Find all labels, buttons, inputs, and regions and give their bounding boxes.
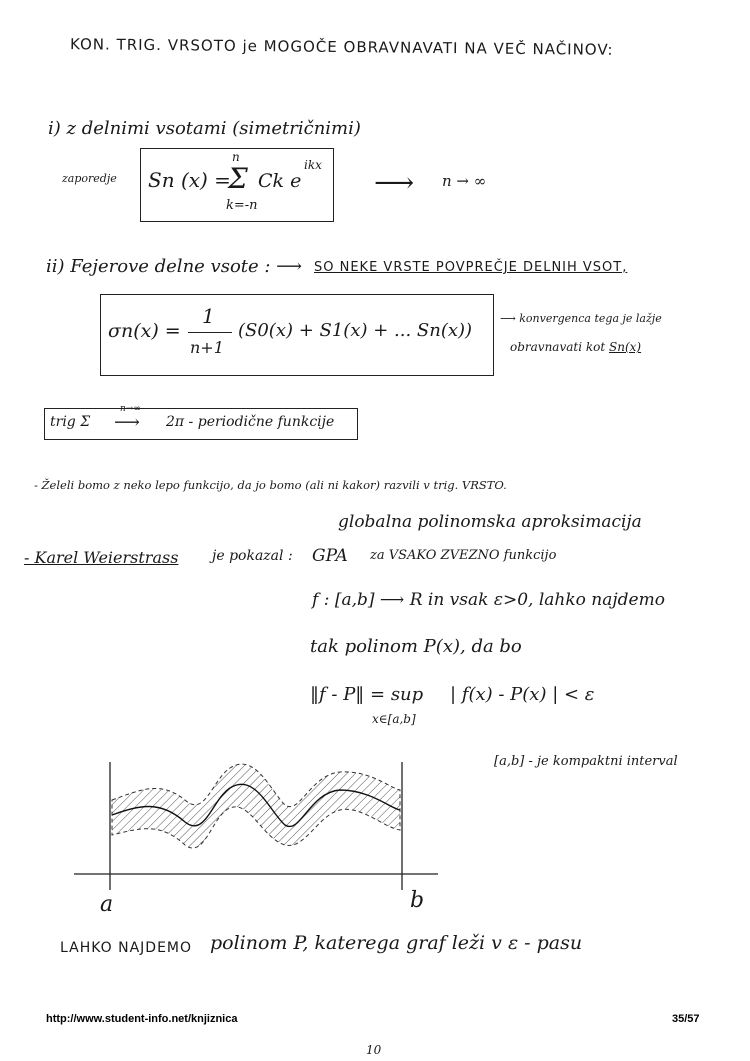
footer-url[interactable]: http://www.student-info.net/knjiznica [46,1013,238,1025]
fejer-frac-den: n+1 [190,338,224,357]
item-i-side-note: zaporedje [62,172,117,185]
limit-label: n → ∞ [442,172,487,190]
fejer-note-text: obravnavati kot [510,340,606,354]
interval-note: [a,b] - je kompaktni interval [494,754,678,769]
trig-arrow-label: n→∞ [120,404,141,414]
norm-sub: x∈[a,b] [372,712,416,726]
graph-label-b: b [410,888,425,913]
graph-label-a: a [100,892,114,917]
fejer-note-line1: ⟶ konvergenca tega je lažje [500,312,662,325]
fejer-lhs: σn(x) = [108,320,181,342]
conclusion-caps: LAHKO NAJDEMO [60,940,193,956]
formula-sum-top: n [232,150,240,164]
conclusion-rest: polinom P, katerega graf leži v ε - pasu [210,932,583,954]
formula-sum-bottom: k=-n [226,198,258,213]
fejer-frac-num: 1 [202,304,215,328]
trig-arrow: ⟶ [114,412,140,433]
item-i-label: i) z delnimi vsotami (simetričnimi) [48,118,361,139]
fejer-rhs: (S0(x) + S1(x) + ... Sn(x)) [238,320,473,341]
weierstrass-line1: za VSAKO ZVEZNO funkcijo [370,548,557,563]
desire-line: - Želeli bomo z neko lepo funkcijo, da jo bomo (ali ni kakor) razvili v trig. VRSTO. [34,478,507,492]
weierstrass-line3: tak polinom P(x), da bo [310,636,522,657]
norm-rhs: | f(x) - P(x) | < ε [450,684,595,705]
trig-periodic-label: 2π - periodične funkcije [166,414,335,430]
formula-sn-lhs: Sn (x) = [148,168,231,192]
gpa-abbr: GPA [312,546,348,566]
footer-bottom-number: 10 [366,1043,382,1057]
trig-sum-label: trig Σ [50,414,91,430]
formula-exponent: ikx [304,158,322,172]
footer-page-number: 35/57 [672,1013,700,1025]
item-ii-label: ii) Fejerove delne vsote : ⟶ [46,256,302,277]
epsilon-band [112,764,400,848]
fejer-note-sn: Sn(x) [609,340,642,354]
weierstrass-line2: f : [a,b] ⟶ R in vsak ε>0, lahko najdemo [312,590,665,610]
weierstrass-proved: je pokazal : [212,548,293,564]
formula-sum-symbol: Σ [228,162,248,195]
weierstrass-name: - Karel Weierstrass [24,548,179,567]
page-heading: KON. TRIG. VRSOTO je MOGOČE OBRAVNAVATI NA VEČ NAČINOV: [69,35,614,59]
limit-arrow: ⟶ [374,166,415,199]
item-ii-underlined-note: SO NEKE VRSTE POVPREČJE DELNIH VSOT, [314,260,628,275]
formula-term: Ck e [258,170,302,192]
gpa-label: globalna polinomska aproksimacija [338,512,642,532]
norm-lhs: ‖f - P‖ = sup [310,684,424,705]
